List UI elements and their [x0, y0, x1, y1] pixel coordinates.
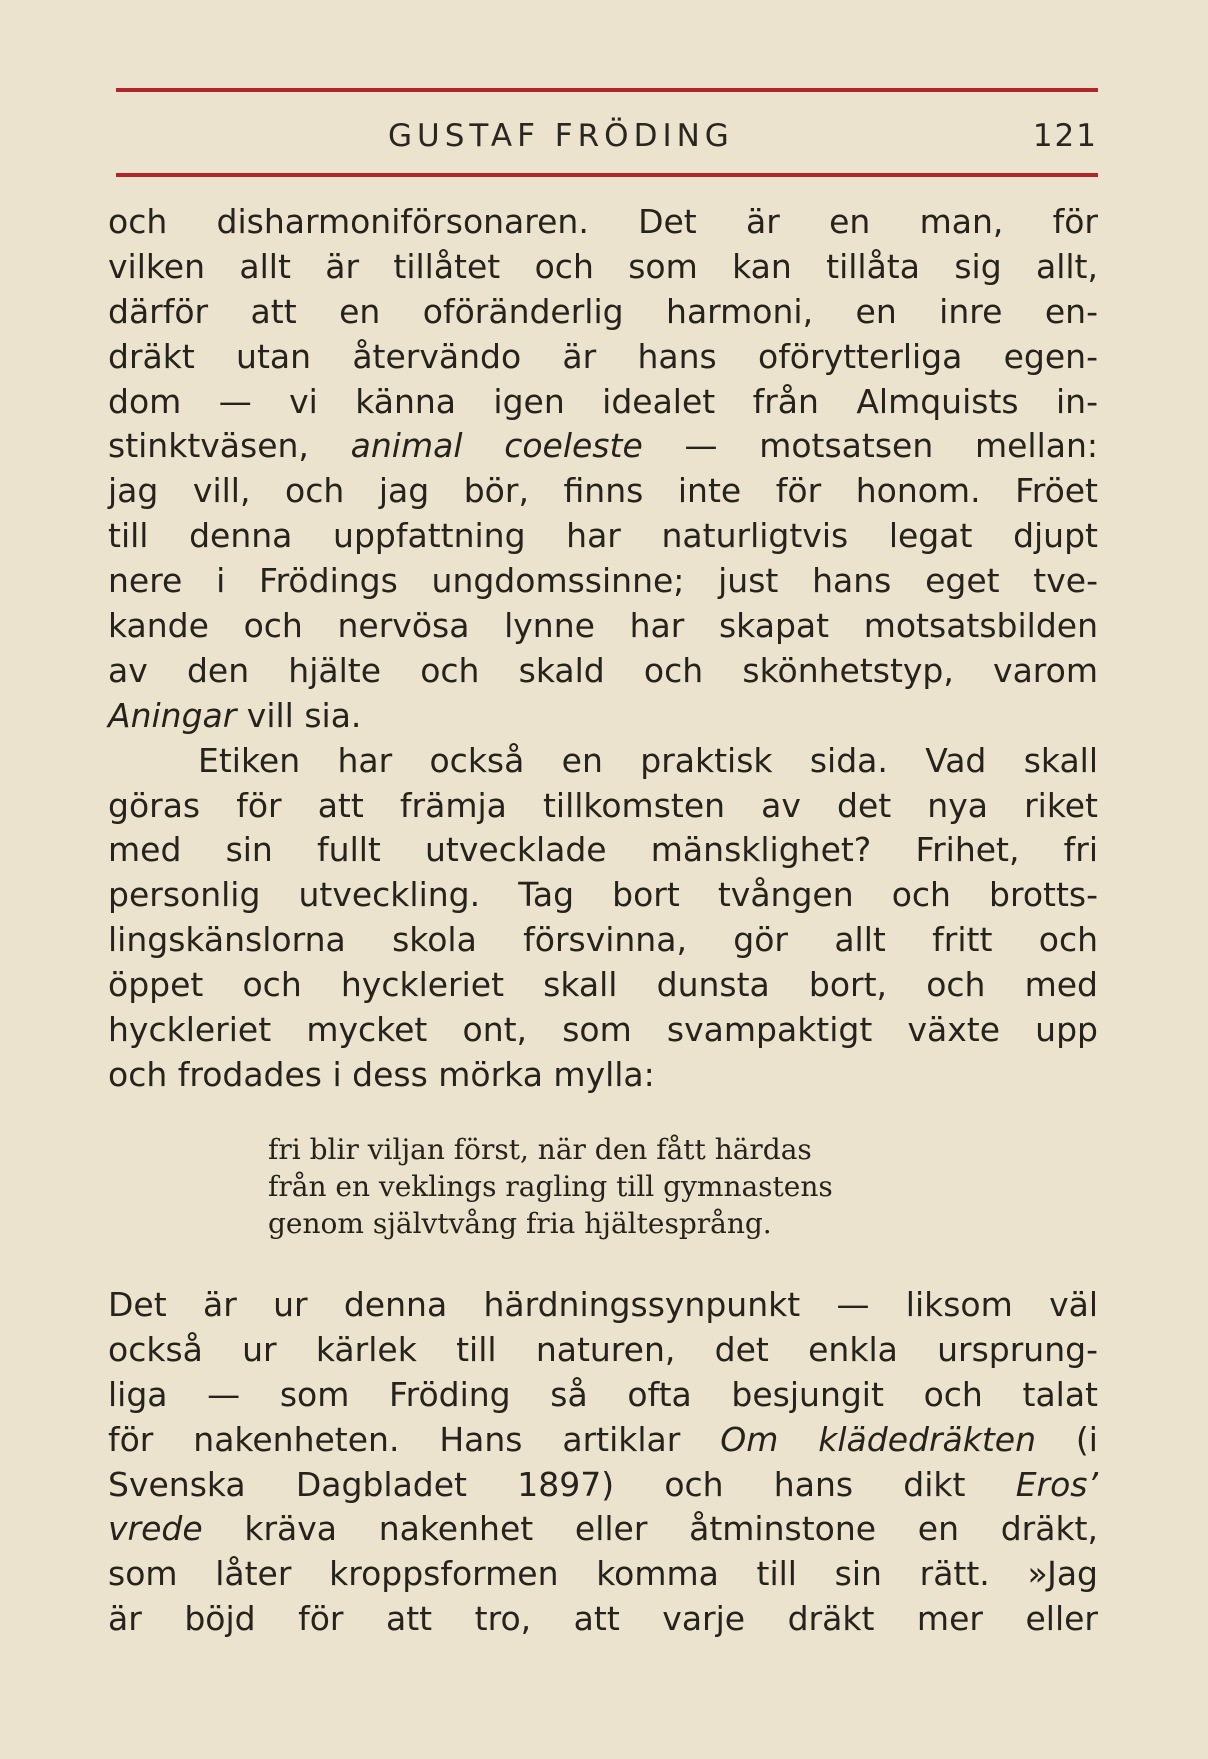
text-segment: vill sia. — [236, 695, 362, 735]
header-rule-top — [116, 88, 1098, 92]
text-segment: (i — [1036, 1419, 1098, 1459]
poem-line: genom självtvång fria hjältesprång. — [268, 1207, 772, 1240]
text-line: nere i Frödings ungdomssinne; just hans eget tve- — [108, 561, 1098, 601]
text-line — [108, 1507, 1098, 1552]
text-line: hyckleriet mycket ont, som svampaktigt växte upp — [108, 1010, 1098, 1050]
text-line — [108, 1418, 1098, 1463]
text-line — [108, 1463, 1098, 1508]
text-line: göras för att främja tillkomsten av det nya riket — [108, 785, 1098, 825]
text-line: kande och nervösa lynne har skapat motsatsbilden — [108, 606, 1098, 646]
text-line — [108, 424, 1098, 469]
text-line: är böjd för att tro, att varje dräkt mer eller — [108, 1599, 1098, 1639]
header-rule-bottom — [116, 173, 1098, 177]
page-number: 121 — [1032, 118, 1098, 154]
text-segment: — motsatsen mellan: — [642, 426, 1098, 466]
text-line: liga — som Fröding så ofta besjungit och talat — [108, 1374, 1098, 1414]
text-line: lingskänslorna skola försvinna, gör allt fritt och — [108, 920, 1098, 960]
poem-line: fri blir viljan först, när den fått härdas — [268, 1133, 812, 1166]
text-line: vilken allt är tillåtet och som kan tillåta sig allt, — [108, 246, 1098, 286]
text-segment: för nakenheten. Hans artiklar — [108, 1419, 721, 1459]
text-line: jag vill, och jag bör, finns inte för honom. Fröet — [108, 471, 1098, 511]
italic-title: Eros’ — [1015, 1464, 1098, 1504]
text-line: därför att en oföränderlig harmoni, en inre en- — [108, 291, 1098, 331]
text-line: och disharmoniförsonaren. Det är en man, för — [108, 202, 1098, 241]
paragraph-1 — [108, 200, 1098, 1098]
italic-title: vrede — [108, 1509, 203, 1549]
running-title: GUSTAF FRÖDING — [388, 118, 734, 154]
text-line: personlig utveckling. Tag bort tvången och brotts- — [108, 875, 1098, 915]
text-line: av den hjälte och skald och skönhetstyp, varom — [108, 650, 1098, 690]
text-line: också ur kärlek till naturen, det enkla ursprung- — [108, 1329, 1098, 1369]
text-segment: stinktväsen, — [108, 426, 351, 466]
text-segment: Svenska Dagbladet 1897) och hans dikt — [108, 1464, 1016, 1504]
text-line: Det är ur denna härdningssynpunkt — liksom väl — [108, 1285, 1098, 1324]
text-line: till denna uppfattning har naturligtvis legat djupt — [108, 516, 1098, 556]
text-line: Etiken har också en praktisk sida. Vad skall — [198, 740, 1098, 780]
poem-quote — [268, 1131, 833, 1242]
text-line: och frodades i dess mörka mylla: — [108, 1054, 655, 1094]
text-line: med sin fullt utvecklade mänsklighet? Frihet, fri — [108, 830, 1098, 870]
text-line: dräkt utan återvändo är hans oförytterliga egen- — [108, 336, 1098, 376]
text-segment: kräva nakenhet eller åtminstone en dräkt, — [202, 1509, 1098, 1549]
text-line: öppet och hyckleriet skall dunsta bort, och med — [108, 965, 1098, 1005]
text-line: dom — vi känna igen idealet från Almquists in- — [108, 381, 1098, 421]
italic-term: animal coeleste — [350, 426, 643, 466]
text-line: som låter kroppsformen komma till sin rätt. »Jag — [108, 1554, 1098, 1594]
poem-line: från en veklings ragling till gymnastens — [268, 1170, 833, 1203]
running-header — [116, 118, 1098, 162]
italic-title: Aningar — [108, 695, 237, 735]
paragraph-2 — [108, 1283, 1098, 1642]
italic-title: Om klädedräkten — [720, 1419, 1037, 1459]
text-line — [108, 694, 1098, 739]
